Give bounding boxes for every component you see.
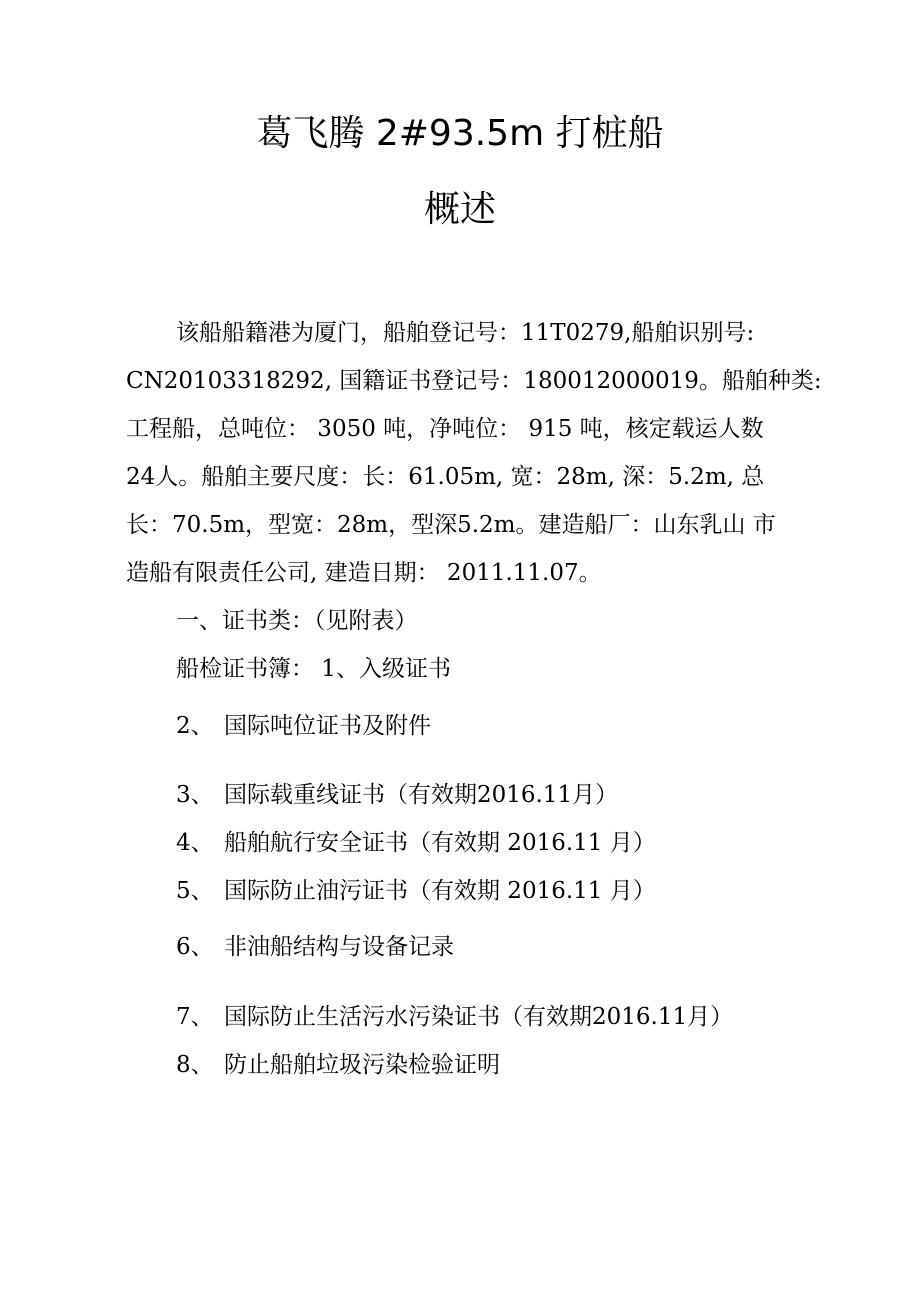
- intro-line: 24人。船舶主要尺度：长：61.05m, 宽：28m, 深：5.2m, 总: [126, 464, 765, 490]
- intro-line: 造船有限责任公司, 建造日期： 2011.11.07。: [126, 560, 602, 586]
- list-item-number: 4、: [176, 830, 214, 856]
- list-item-text: 国际载重线证书（有效期2016.11月）: [224, 782, 619, 808]
- list-item-text: 国际防止油污证书（有效期 2016.11 月）: [224, 878, 656, 904]
- intro-line: CN20103318292, 国籍证书登记号：180012000019。船舶种类:: [126, 368, 822, 394]
- list-item-text: 船舶航行安全证书（有效期 2016.11 月）: [224, 830, 656, 856]
- list-item-number: 8、: [176, 1052, 214, 1078]
- intro-line: 工程船，总吨位： 3050 吨，净吨位： 915 吨，核定载运人数: [126, 416, 764, 442]
- list-item: [176, 932, 454, 962]
- list-item-number: 7、: [176, 1004, 214, 1030]
- list-item-text: 防止船舶垃圾污染检验证明: [224, 1052, 500, 1078]
- list-item-text: 非油船结构与设备记录: [224, 934, 454, 960]
- list-item-number: 5、: [176, 878, 214, 904]
- list-item: [176, 1002, 733, 1032]
- section-heading: 一、证书类：（见附表）: [176, 608, 418, 634]
- document-subtitle: 概述: [423, 189, 496, 230]
- list-item-text: 国际防止生活污水污染证书（有效期2016.11月）: [224, 1004, 734, 1030]
- list-item: [176, 876, 656, 906]
- list-item-text: 国际吨位证书及附件: [224, 713, 431, 739]
- document-title: 葛飞腾 2#93.5m 打桩船: [256, 113, 664, 154]
- list-item: [176, 780, 618, 810]
- intro-line: 长：70.5m，型宽：28m，型深5.2m。建造船厂：山东乳山 市: [126, 512, 776, 538]
- intro-line: 该船船籍港为厦门，船舶登记号：11T0279,船舶识别号:: [176, 320, 755, 346]
- list-item: [176, 1050, 500, 1080]
- list-item: [176, 828, 656, 858]
- list-item: [176, 711, 431, 741]
- list-item-number: 2、: [176, 713, 214, 739]
- list-item-number: 6、: [176, 934, 214, 960]
- list-item-number: 3、: [176, 782, 214, 808]
- certificate-book-label: 船检证书簿： 1、入级证书: [176, 656, 451, 682]
